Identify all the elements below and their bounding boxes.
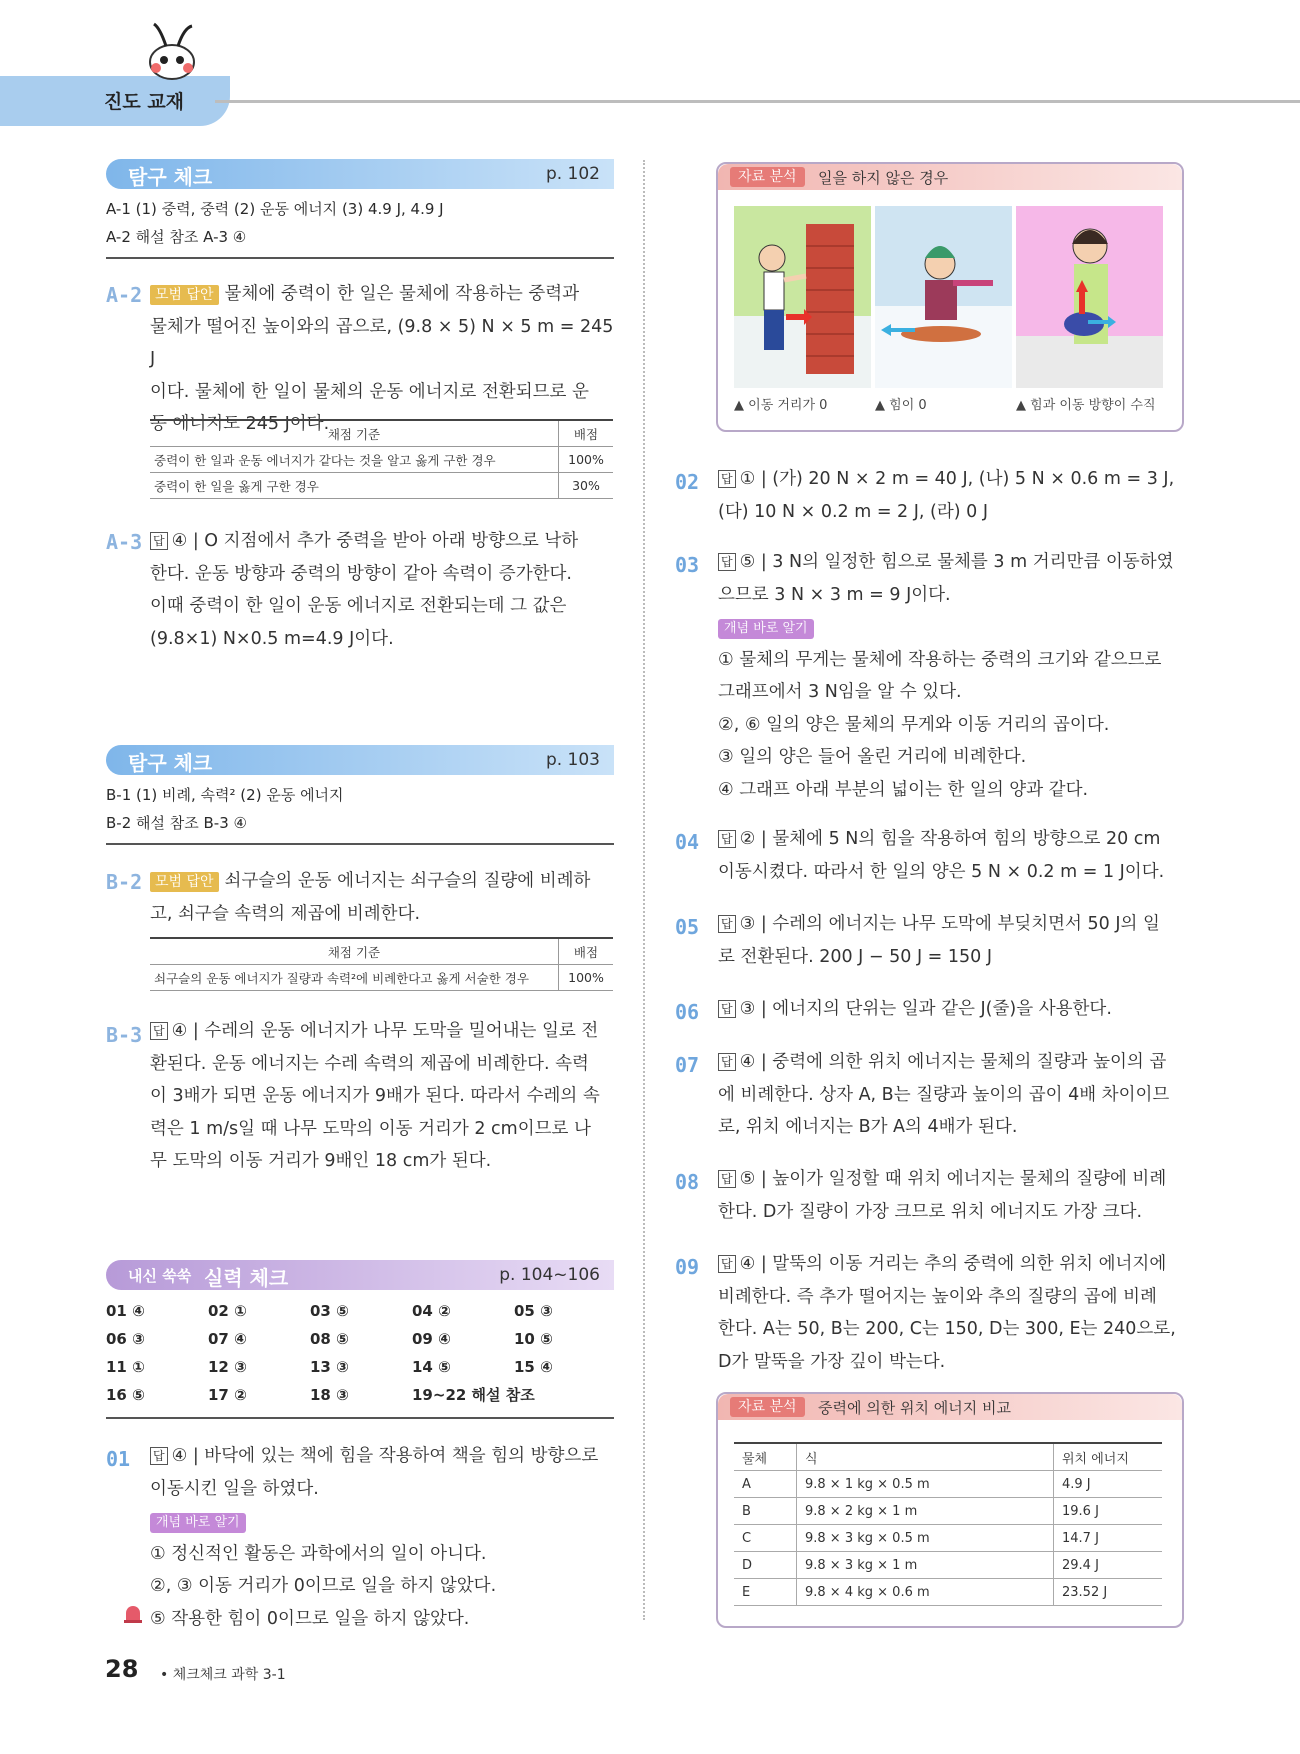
answer-cell: 18 ③	[310, 1386, 349, 1404]
item-number: 06	[675, 1000, 700, 1024]
concept-tag: 개념 바로 알기	[718, 619, 814, 639]
answer-block: 답 ⑤ | 높이가 일정할 때 위치 에너지는 물체의 질량에 비례 한다. D가 질량이 가장 크므로 위치 에너지도 가장 크다.	[718, 1169, 1167, 1222]
table-row: E 9.8 × 4 kg × 0.6 m 23.52 J	[734, 1579, 1162, 1606]
box-header	[718, 1394, 1182, 1420]
answer-cell: 06 ③	[106, 1330, 145, 1348]
answer-block: 답 ④ | 수레의 운동 에너지가 나무 도막을 밀어내는 일로 전 환된다. 운동 에너지는 수레 속력의 제곱에 비례한다. 속력 이 3배가 되면 운동 에너지가 9배가 된다. 따라서 수레의 속 력은 1 m/s일 때 나무 도막의 이동 거리가 2 cm이므로 나 무 도막의 이동 거리가 9배인 18 cm가 된다.	[150, 1021, 600, 1171]
divider	[106, 257, 614, 259]
potential-energy-table	[734, 1442, 1162, 1606]
answer-cell: 12 ③	[208, 1358, 247, 1376]
box-title: 일을 하지 않은 경우	[818, 169, 949, 187]
item-number: 04	[675, 830, 700, 854]
answer-cell: 09 ④	[412, 1330, 451, 1348]
column-divider	[643, 160, 645, 1620]
section-page: p. 103	[545, 750, 600, 770]
answer-cell: 08 ⑤	[310, 1330, 349, 1348]
header-rule	[215, 100, 1300, 103]
item-number: 09	[675, 1255, 700, 1279]
summary-line: A-2 해설 참조 A-3 ④	[106, 228, 247, 246]
model-answer-tag: 모범 답안	[150, 285, 219, 305]
answer-mark: 답	[718, 830, 736, 848]
item-number: B-2	[106, 870, 143, 894]
book-title: • 체크체크 과학 3-1	[160, 1667, 286, 1683]
item-number: 08	[675, 1170, 700, 1194]
answer-cell: 15 ④	[514, 1358, 553, 1376]
answer-cell: 17 ②	[208, 1386, 247, 1404]
answer-cell: 19~22 해설 참조	[412, 1386, 535, 1404]
answer-block: 답 ⑤ | 3 N의 일정한 힘으로 물체를 3 m 거리만큼 이동하였 으므로 3 N × 3 m = 9 J이다. 개념 바로 알기 ① 물체의 무게는 물체에 작용하는 중력의 크기와 같으므로 그래프에서 3 N임을 알 수 있다. ②, ⑥ 일의 양은 물체의 무게와 이동 거리의 곱이다. ③ 일의 양은 들어 올린 거리에 비례한다. ④ 그래프 아래 부분의 넓이는 한 일의 양과 같다.	[718, 552, 1174, 800]
bag-carry-illustration	[1016, 206, 1163, 388]
answer-cell: 16 ⑤	[106, 1386, 145, 1404]
box-title: 중력에 의한 위치 에너지 비교	[818, 1399, 1011, 1417]
answer-cell: 02 ①	[208, 1302, 247, 1320]
data-analysis-box	[716, 162, 1184, 432]
model-answer-tag: 모범 답안	[150, 872, 219, 892]
answer-cell: 07 ④	[208, 1330, 247, 1348]
answer-cell: 01 ④	[106, 1302, 145, 1320]
answer-cell: 05 ③	[514, 1302, 553, 1320]
answer-cell: 11 ①	[106, 1358, 145, 1376]
grading-table: 채점 기준 배점 쇠구슬의 운동 에너지가 질량과 속력²에 비례한다고 옳게 서술한 경우 100%	[150, 937, 613, 991]
answer-mark: 답	[718, 553, 736, 571]
table-row: 중력이 한 일과 운동 에너지가 같다는 것을 알고 옳게 구한 경우 100%	[150, 447, 613, 473]
answer-grid	[106, 1297, 614, 1412]
answer-mark: 답	[150, 532, 168, 550]
grading-table: 채점 기준 배점 중력이 한 일과 운동 에너지가 같다는 것을 알고 옳게 구한 경우 100% 중력이 한 일을 옳게 구한 경우 30%	[150, 419, 613, 499]
section-page: p. 104~106	[499, 1265, 600, 1285]
caption: ▲ 힘과 이동 방향이 수직	[1016, 398, 1156, 413]
answer-mark: 답	[718, 915, 736, 933]
answer-mark: 답	[718, 1000, 736, 1018]
item-number: 07	[675, 1053, 700, 1077]
answer-block: 답 ④ | 중력에 의한 위치 에너지는 물체의 질량과 높이의 곱 에 비례한다. 상자 A, B는 질량과 높이의 곱이 4배 차이이므 로, 위치 에너지는 B가 A의 4배가 된다.	[718, 1052, 1170, 1137]
summary-line: B-1 (1) 비례, 속력² (2) 운동 에너지	[106, 786, 344, 804]
box-header	[718, 164, 1182, 190]
section-bar-c	[106, 1260, 614, 1290]
divider	[106, 843, 614, 845]
table-row: 중력이 한 일을 옳게 구한 경우 30%	[150, 473, 613, 499]
divider	[106, 1417, 614, 1419]
section-bar-b	[106, 745, 614, 775]
answer-cell: 04 ②	[412, 1302, 451, 1320]
answer-block: 모범 답안 쇠구슬의 운동 에너지는 쇠구슬의 질량에 비례하 고, 쇠구슬 속력의 제곱에 비례한다.	[150, 871, 591, 924]
concept-tag: 개념 바로 알기	[150, 1513, 246, 1533]
answer-mark: 답	[718, 1255, 736, 1273]
section-title: 실력 체크	[204, 1266, 289, 1290]
data-analysis-box	[716, 1392, 1184, 1628]
answer-block: 답 ③ | 에너지의 단위는 일과 같은 J(줄)을 사용한다.	[718, 993, 1188, 1026]
answer-block: 답 ③ | 수레의 에너지는 나무 도막에 부딪치면서 50 J의 일 로 전환된다. 200 J − 50 J = 150 J	[718, 914, 1160, 967]
table-row: D 9.8 × 3 kg × 1 m 29.4 J	[734, 1552, 1162, 1579]
page-number: 28	[105, 1655, 139, 1683]
item-number: 01	[106, 1447, 131, 1471]
mascot-icon	[138, 22, 208, 82]
header-title: 진도 교재	[104, 91, 185, 113]
caption: ▲ 힘이 0	[875, 398, 927, 413]
item-number: 02	[675, 470, 700, 494]
answer-block: 답 ④ | 바닥에 있는 책에 힘을 작용하여 책을 힘의 방향으로 이동시킨 일을 하였다. 개념 바로 알기 ① 정신적인 활동은 과학에서의 일이 아니다. ②, ③ 이동 거리가 0이므로 일을 하지 않았다. ⑤ 작용한 힘이 0이므로 일을 하지 않았다.	[150, 1446, 599, 1629]
answer-mark: 답	[150, 1447, 168, 1465]
box-tag: 자료 분석	[730, 1397, 805, 1417]
answer-cell: 13 ③	[310, 1358, 349, 1376]
sled-illustration	[875, 206, 1012, 388]
item-number: A-3	[106, 530, 143, 554]
table-row: B 9.8 × 2 kg × 1 m 19.6 J	[734, 1498, 1162, 1525]
section-title: 탐구 체크	[128, 751, 213, 775]
answer-mark: 답	[718, 1170, 736, 1188]
alarm-icon	[122, 1602, 144, 1624]
item-number: 03	[675, 553, 700, 577]
box-tag: 자료 분석	[730, 167, 805, 187]
table-header-row: 물체 식 위치 에너지	[734, 1443, 1162, 1471]
wall-push-illustration	[734, 206, 871, 388]
caption: ▲ 이동 거리가 0	[734, 398, 828, 413]
answer-block: 답 ② | 물체에 5 N의 힘을 작용하여 힘의 방향으로 20 cm 이동시켰다. 따라서 한 일의 양은 5 N × 0.2 m = 1 J이다.	[718, 829, 1165, 882]
table-row: 쇠구슬의 운동 에너지가 질량과 속력²에 비례한다고 옳게 서술한 경우 100%	[150, 965, 613, 991]
item-number: A-2	[106, 283, 143, 307]
answer-cell: 03 ⑤	[310, 1302, 349, 1320]
section-page: p. 102	[545, 164, 600, 184]
section-prefix: 내신 쑥쑥	[128, 1267, 192, 1285]
answer-cell: 10 ⑤	[514, 1330, 553, 1348]
answer-mark: 답	[718, 1053, 736, 1071]
summary-line: B-2 해설 참조 B-3 ④	[106, 814, 247, 832]
item-number: 05	[675, 915, 700, 939]
table-row: C 9.8 × 3 kg × 0.5 m 14.7 J	[734, 1525, 1162, 1552]
answer-mark: 답	[150, 1022, 168, 1040]
section-title: 탐구 체크	[128, 165, 213, 189]
item-number: B-3	[106, 1023, 143, 1047]
section-bar-a	[106, 159, 614, 189]
table-row: A 9.8 × 1 kg × 0.5 m 4.9 J	[734, 1471, 1162, 1498]
answer-block: 모범 답안 물체에 중력이 한 일은 물체에 작용하는 중력과 물체가 떨어진 높이와의 곱으로, (9.8 × 5) N × 5 m = 245 J 이다. 물체에 한 일이 물체의 운동 에너지로 전환되므로 운 동 에너지도 245 J이다.	[150, 284, 614, 434]
summary-line: A-1 (1) 중력, 중력 (2) 운동 에너지 (3) 4.9 J, 4.9 J	[106, 200, 444, 218]
answer-mark: 답	[718, 470, 736, 488]
answer-cell: 14 ⑤	[412, 1358, 451, 1376]
answer-block: 답 ④ | O 지점에서 추가 중력을 받아 아래 방향으로 낙하 한다. 운동 방향과 중력의 방향이 같아 속력이 증가한다. 이때 중력이 한 일이 운동 에너지로 전환되는데 그 값은 (9.8×1) N×0.5 m=4.9 J이다.	[150, 531, 579, 649]
answer-block: 답 ① | (가) 20 N × 2 m = 40 J, (나) 5 N × 0.6 m = 3 J, (다) 10 N × 0.2 m = 2 J, (라) 0 J	[718, 469, 1175, 522]
answer-block: 답 ④ | 말뚝의 이동 거리는 추의 중력에 의한 위치 에너지에 비례한다. 즉 추가 떨어지는 높이와 추의 질량의 곱에 비례 한다. A는 50, B는 200, C는 150, D는 300, E는 240으로, D가 말뚝을 가장 깊이 박는다.	[718, 1254, 1176, 1372]
